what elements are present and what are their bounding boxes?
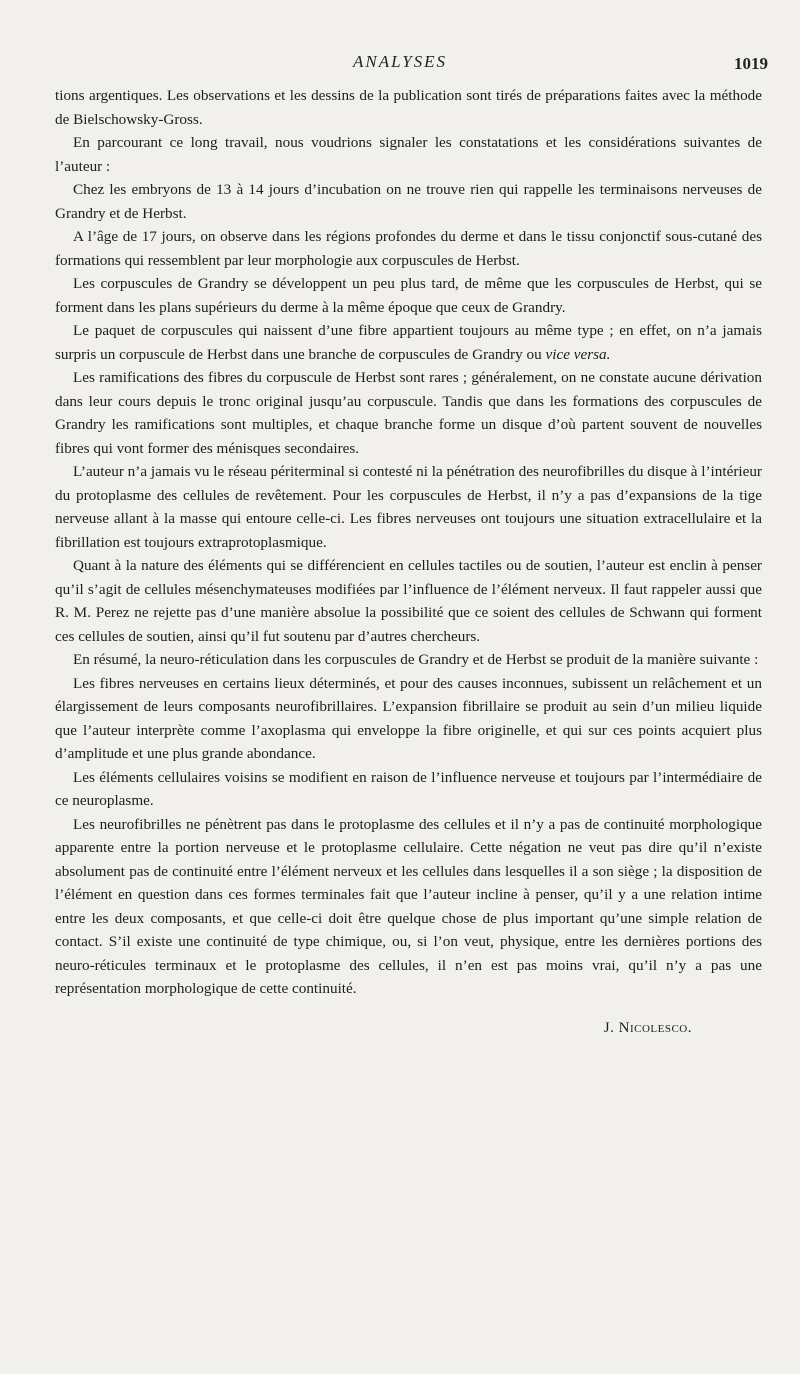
paragraph: En résumé, la neuro-réticulation dans les corpuscules de Grandry et de Herbst se produit de la manière suivante :	[73, 651, 759, 668]
paragraph: Chez les embryons de 13 à 14 jours d’incubation on ne trouve rien qui rappelle les terminaisons nerveuses de Grandry et de Herbst.	[55, 181, 762, 222]
running-title: ANALYSES	[352, 52, 448, 71]
paragraph: Les ramifications des fibres du corpuscule de Herbst sont rares ; généralement, on ne constate aucune dérivation dans leur cours depuis le tronc original jusqu’au corpuscule. Tandis que dans les formations des corpuscules de Grandry les ramifications sont multiples, et chaque branche forme un disque d’où partent souvent de nouvelles fibres qui vont former des ménisques secondaires.	[55, 369, 762, 457]
paragraph: Les éléments cellulaires voisins se modifient en raison de l’influence nerveuse et toujours par l’intermédiaire de ce neuroplasme.	[55, 768, 762, 809]
paragraph: Les neurofibrilles ne pénètrent pas dans le protoplasme des cellules et il n’y a pas de continuité morphologique apparente entre la portion nerveuse et le protoplasme cellulaire. Cette négation ne veut pas dire qu’il n’existe absolument pas de continuité entre l’élément nerveux et les cellules dans lesquelles il a son siège ; la disposition de l’élément en question dans ces formes terminales fait que l’auteur incline à penser, qu’il y a une relation intime entre les deux composants, et que celle-ci doit être quelque chose de plus important qu’une simple relation de contact. S’il existe une continuité de type chimique, ou, si l’on veut, physique, entre les dernières portions des neuro-réticules terminaux et le protoplasme des cellules, il n’en est pas moins vrai, qu’il n’y a pas une représentation morphologique de cette continuité.	[55, 815, 762, 997]
italic-phrase: vice versa.	[545, 345, 611, 363]
running-head	[0, 52, 800, 76]
paragraph: tions argentiques. Les observations et les dessins de la publication sont tirés de préparations faites avec la méthode de Bielschowsky-Gross.	[55, 87, 762, 128]
page-number: 1019	[734, 54, 768, 73]
paragraph-text: Le paquet de corpuscules qui naissent d’une fibre appartient toujours au même type ; en effet, on n’a jamais surpris un corpuscule de Herbst dans une branche de corpuscules de Grandry ou	[55, 322, 762, 363]
paragraph: En parcourant ce long travail, nous voudrions signaler les constatations et les considérations suivantes de l’auteur :	[55, 134, 762, 175]
paragraph	[55, 319, 762, 366]
signature-name: Nicolesco.	[618, 1019, 692, 1036]
paragraph: L’auteur n’a jamais vu le réseau périterminal si contesté ni la pénétration des neurofibrilles du disque à l’intérieur du protoplasme des cellules de revêtement. Pour les corpuscules de Herbst, il n’y a pas d’expansions de la tige nerveuse allant à la masse qui entoure celle-ci. Les fibres nerveuses ont toujours une situation extracellulaire et la fibrillation est toujours extraprotoplasmique.	[55, 463, 762, 551]
paragraph: Les corpuscules de Grandry se développent un peu plus tard, de même que les corpuscules de Herbst, qui se forment dans les plans supérieurs du derme à la même époque que ceux de Grandry.	[55, 275, 762, 316]
paragraph: Les fibres nerveuses en certains lieux déterminés, et pour des causes inconnues, subissent un relâchement et un élargissement de leurs composants neurofibrillaires. L’expansion fibrillaire se produit au sein d’un milieu liquide que l’auteur interprète comme l’axoplasma qui enveloppe la fibre originelle, et qui sur ces points acquiert plus d’amplitude et une plus grande abondance.	[55, 674, 762, 762]
paragraph: A l’âge de 17 jours, on observe dans les régions profondes du derme et dans le tissu conjonctif sous-cutané des formations qui ressemblent par leur morphologie aux corpuscules de Herbst.	[55, 228, 762, 269]
signature-initial: J.	[603, 1019, 615, 1036]
paragraph: Quant à la nature des éléments qui se différencient en cellules tactiles ou de soutien, l’auteur est enclin à penser qu’il s’agit de cellules mésenchymateuses modifiées par l’influence de l’élément nerveux. Il faut rappeler aussi que R. M. Perez ne rejette pas d’une manière absolue la possibilité que ce soient des cellules de Schwann qui forment ces cellules de soutien, ainsi qu’il fut soutenu par d’autres chercheurs.	[55, 557, 762, 645]
author-signature	[55, 1017, 762, 1041]
article-body	[55, 84, 762, 1040]
